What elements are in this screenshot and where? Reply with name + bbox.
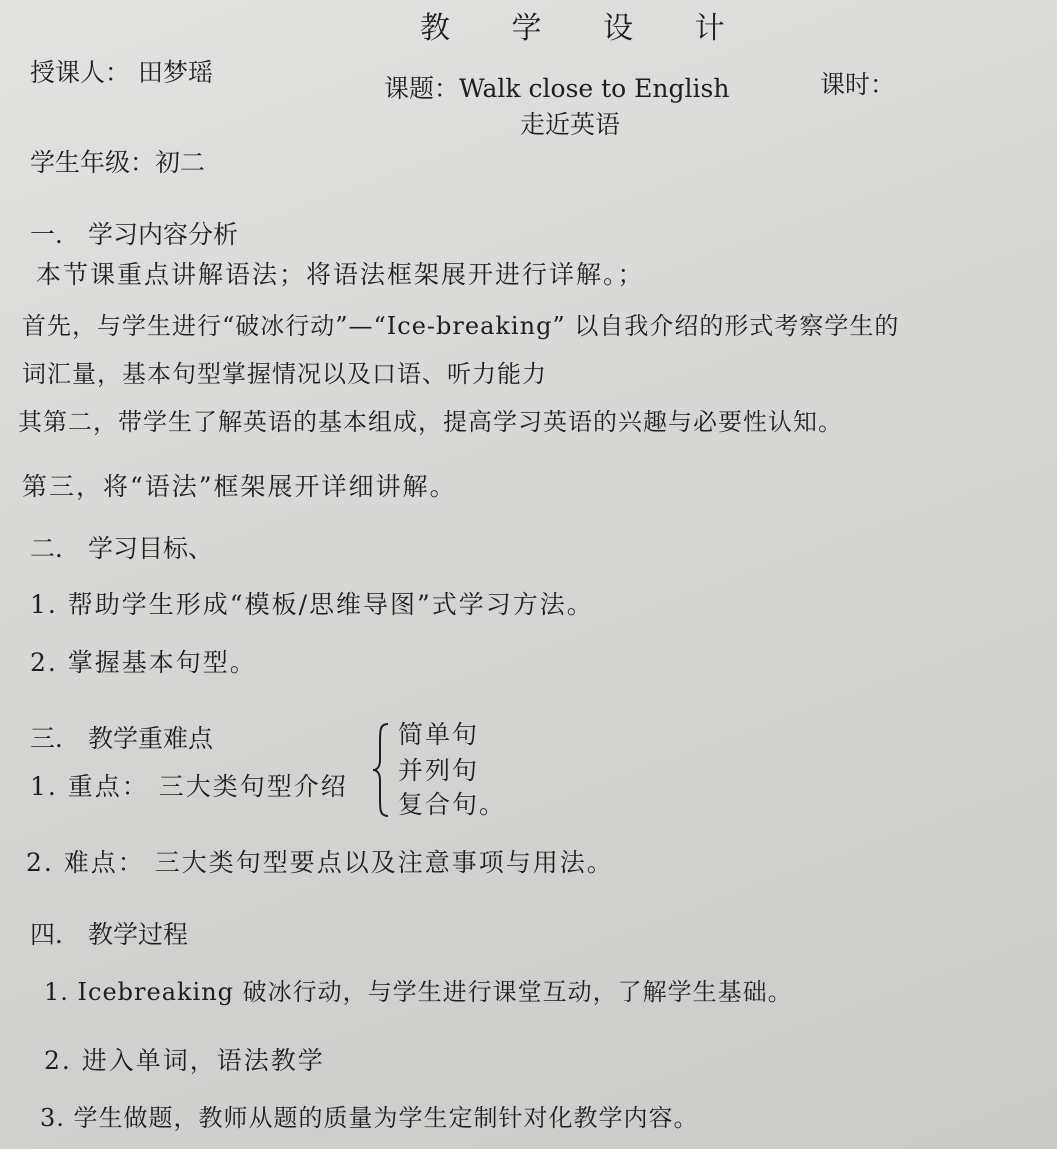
class-hours-label: 课时： (820, 70, 896, 99)
topic-chinese: 走近英语 (520, 110, 621, 139)
section-1-line-1: 本节课重点讲解语法；将语法框架展开进行详解。； (36, 260, 645, 289)
section-2-item-2: 2. 掌握基本句型。 (30, 648, 257, 677)
grade-line: 学生年级：初二 (30, 148, 206, 177)
curly-brace (372, 722, 390, 818)
section-2-heading: 二． 学习目标、 (30, 534, 213, 563)
section-4-item-1: 1. Icebreaking 破冰行动，与学生进行课堂互动，了解学生基础。 (44, 978, 793, 1006)
section-2-item-1: 1. 帮助学生形成“模板/思维导图”式学习方法。 (30, 590, 594, 619)
section-1-line-3: 词汇量，基本句型掌握情况以及口语、听力能力 (22, 360, 547, 388)
teacher-line: 授课人： 田梦瑶 (30, 58, 213, 87)
section-1-line-4: 其第二，带学生了解英语的基本组成，提高学习英语的兴趣与必要性认知。 (18, 408, 843, 436)
document-title: 教 学 设 计 (420, 11, 751, 46)
difficulty-line: 2. 难点： 三大类句型要点以及注意事项与用法。 (26, 848, 614, 877)
section-4-heading: 四． 教学过程 (30, 920, 188, 949)
section-1-line-2: 首先，与学生进行“破冰行动”—“Ice-breaking” 以自我介绍的形式考察学生的 (22, 312, 900, 340)
section-4-item-2: 2. 进入单词，语法教学 (44, 1046, 325, 1075)
sentence-type-compound: 并列句 (398, 756, 480, 785)
sentence-type-complex: 复合句。 (398, 790, 507, 819)
section-1-line-5: 第三，将“语法”框架展开详细讲解。 (22, 472, 457, 501)
sentence-type-simple: 简单句 (398, 720, 480, 749)
section-3-heading: 三． 教学重难点 (30, 724, 213, 753)
section-4-item-3: 3. 学生做题，教师从题的质量为学生定制针对化教学内容。 (40, 1104, 699, 1132)
topic-line: 课题：Walk close to English (384, 74, 730, 103)
section-1-heading: 一． 学习内容分析 (30, 220, 238, 249)
key-point-line: 1. 重点： 三大类句型介绍 (30, 772, 348, 801)
